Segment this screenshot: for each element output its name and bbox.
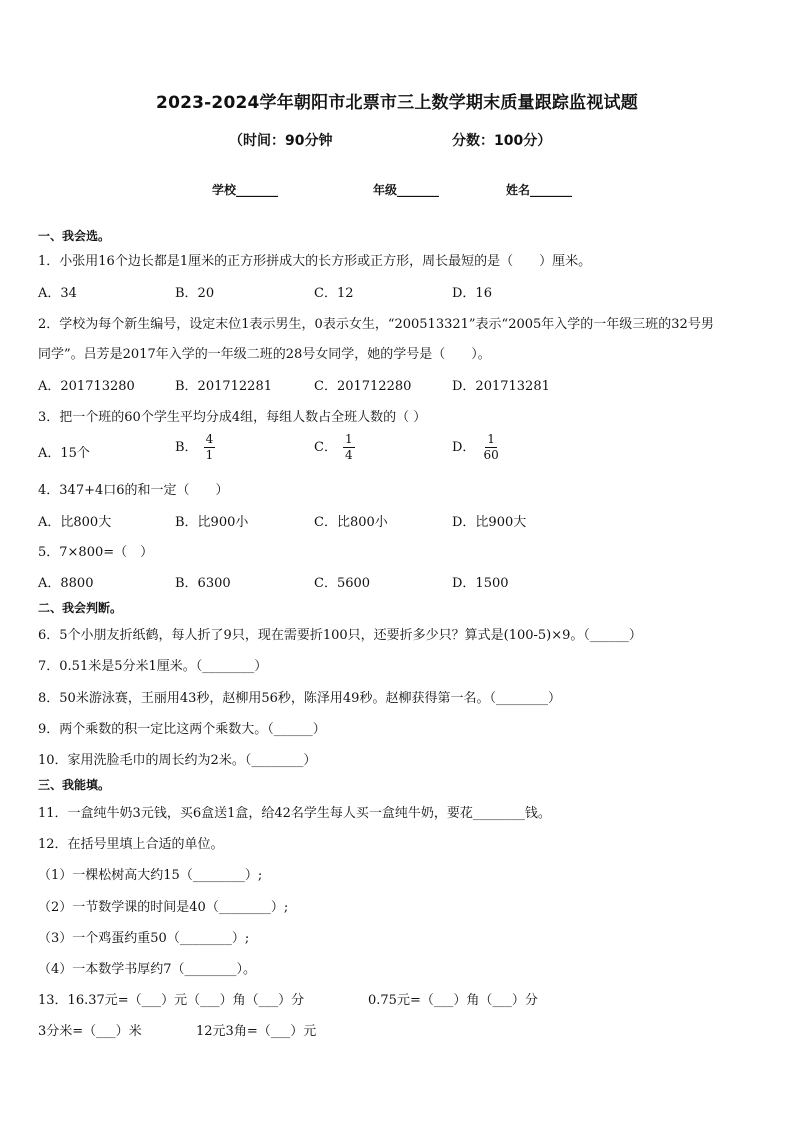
question-6: 6．5个小朋友折纸鹤，每人折了9只，现在需要折100只，还要折多少只？算式是(100-5)×9。（______）	[38, 628, 642, 643]
question-9: 9．两个乘数的积一定比这两个乘数大。（______）	[38, 722, 326, 737]
fraction-denominator: 1	[205, 448, 214, 462]
question-11: 11．一盒纯牛奶3元钱，买6盒送1盒，给42名学生每人买一盒纯牛奶，要花________钱。	[38, 806, 551, 821]
section-judge-heading: 二、我会判断。	[38, 601, 123, 615]
section-fill-heading: 三、我能填。	[38, 778, 111, 792]
q3-option-b-label: B．	[175, 440, 198, 455]
question-5: 5．7×800=（ ）	[38, 545, 154, 560]
q12-item-4: （4）一本数学书厚约7（________）。	[38, 962, 257, 977]
q1-option-c: C．12	[314, 286, 354, 301]
q4-option-b: B．比900小	[175, 515, 249, 530]
q3-option-a: A．15个	[38, 446, 90, 461]
q3-option-d-fraction	[481, 432, 500, 463]
q12-item-1: （1）一棵松树高大约15（________）;	[38, 868, 263, 883]
q5-option-d: D．1500	[452, 576, 509, 591]
question-1: 1．小张用16个边长都是1厘米的正方形拼成大的长方形或正方形，周长最短的是（ ）厘米。	[38, 254, 592, 269]
q5-option-a: A．8800	[38, 576, 94, 591]
question-3: 3．把一个班的60个学生平均分成4组，每组人数占全班人数的（ ）	[38, 410, 427, 425]
q5-option-b: B．6300	[175, 576, 231, 591]
question-13-part-2: 0.75元=（___）角（___）分	[368, 993, 538, 1008]
q4-option-d: D．比900大	[452, 515, 527, 530]
fraction-numerator: 1	[487, 432, 495, 446]
question-12: 12．在括号里填上合适的单位。	[38, 837, 224, 852]
q4-option-c: C．比800小	[314, 515, 388, 530]
q2-option-d: D．201713281	[452, 379, 550, 394]
q3-option-d-label: D．	[452, 440, 476, 455]
question-13-part-3: 3分米=（___）米	[38, 1024, 142, 1039]
fraction-numerator: 4	[205, 432, 214, 446]
exam-score: 分数：100分）	[452, 133, 552, 149]
section-choice-heading: 一、我会选。	[38, 229, 111, 243]
q3-option-c-label: C．	[314, 440, 337, 455]
question-2-line-1: 2．学校为每个新生编号，设定末位1表示男生，0表示女生，“200513321”表示“2005年入学的一年级三班的32号男	[38, 317, 714, 332]
q2-option-c: C．201712280	[314, 379, 412, 394]
question-2-line-2: 同学”。吕芳是2017年入学的一年级二班的28号女同学，她的学号是（ ）。	[38, 347, 491, 362]
q2-option-a: A．201713280	[38, 379, 135, 394]
question-4: 4．347+4口6的和一定（ ）	[38, 483, 229, 498]
q1-option-b: B．20	[175, 286, 215, 301]
question-8: 8．50米游泳赛，王丽用43秒，赵柳用56秒，陈泽用49秒。赵柳获得第一名。（________）	[38, 691, 561, 706]
q5-option-c: C．5600	[314, 576, 371, 591]
school-field: 学校_______	[212, 183, 279, 197]
q3-option-b-fraction	[204, 432, 216, 463]
question-13-part-1: 13．16.37元=（___）元（___）角（___）分	[38, 993, 305, 1008]
q2-option-b: B．201712281	[175, 379, 272, 394]
q3-option-b	[175, 432, 215, 463]
fraction-denominator: 4	[344, 448, 353, 462]
q1-option-a: A．34	[38, 286, 77, 301]
q3-option-c	[314, 432, 355, 463]
question-7: 7．0.51米是5分米1厘米。（________）	[38, 659, 268, 674]
question-13-part-4: 12元3角=（___）元	[196, 1024, 317, 1039]
fraction-denominator: 60	[483, 448, 499, 462]
question-10: 10．家用洗脸毛巾的周长约为2米。（________）	[38, 753, 317, 768]
q12-item-2: （2）一节数学课的时间是40（________）;	[38, 900, 289, 915]
q4-option-a: A．比800大	[38, 515, 112, 530]
exam-time: （时间：90分钟	[229, 133, 333, 149]
exam-title: 2023-2024学年朝阳市北票市三上数学期末质量跟踪监视试题	[156, 93, 638, 113]
fraction-numerator: 1	[344, 432, 353, 446]
grade-field: 年级_______	[373, 183, 440, 197]
q1-option-d: D．16	[452, 286, 492, 301]
q12-item-3: （3）一个鸡蛋约重50（________）;	[38, 931, 250, 946]
name-field: 姓名_______	[506, 183, 573, 197]
q3-option-c-fraction	[343, 432, 355, 463]
q3-option-d	[452, 432, 501, 463]
